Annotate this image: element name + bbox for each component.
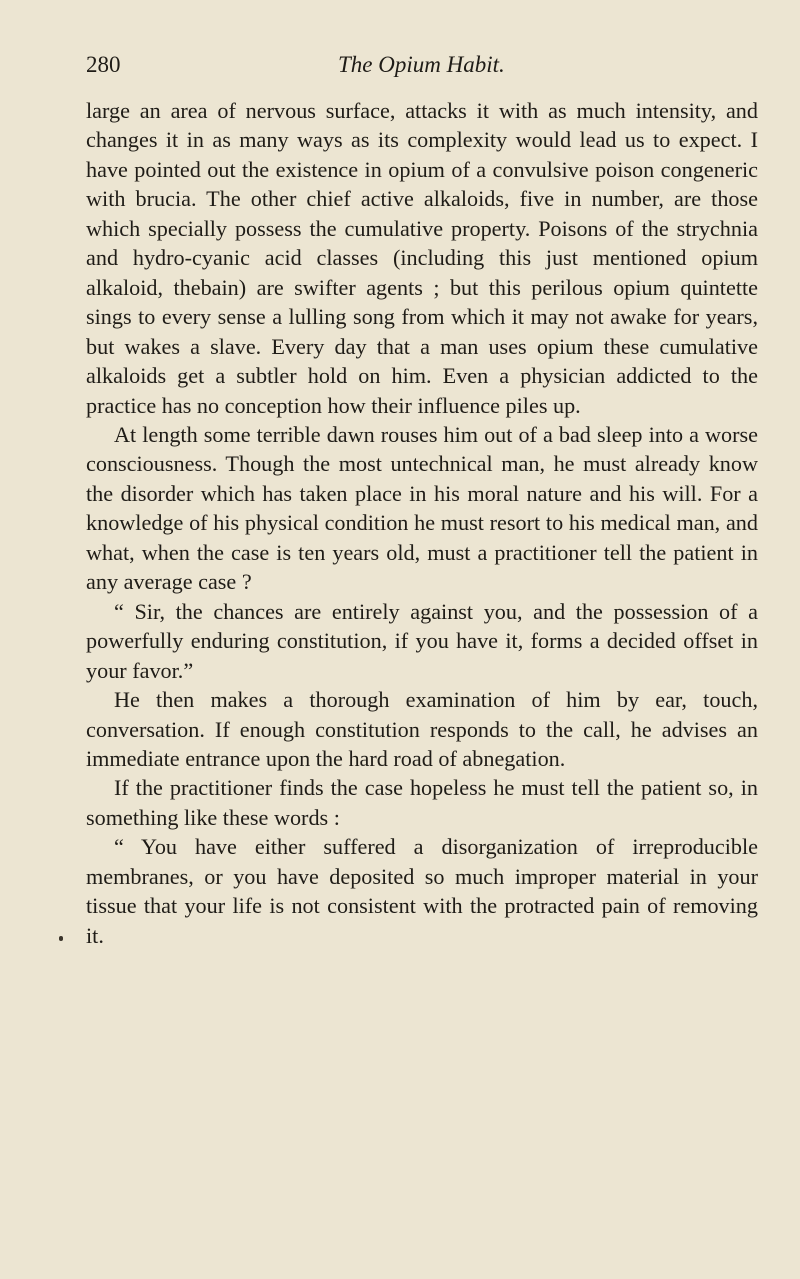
running-head [86, 48, 756, 82]
body-text [86, 96, 758, 950]
book-title: The Opium Habit. [338, 52, 505, 77]
page-number: 280 [86, 52, 121, 77]
paragraph: “ Sir, the chances are entirely against you, and the possession of a powerfully enduring constitution, if you have it, forms a decided offset in your favor.” [86, 598, 758, 683]
ink-speck [59, 936, 63, 941]
paragraph: If the practitioner finds the case hopeless he must tell the patient so, in something like these words : [86, 775, 758, 830]
paragraph: He then makes a thorough examination of him by ear, touch, conversation. If enough constitution responds to the call, he advises an immediate entrance upon the hard road of abnegation. [86, 687, 758, 771]
paragraph: “ You have either suffered a disorganization of irreproducible membranes, or you have deposited so much improper material in your tissue that your life is not consistent with the protracted pain of removing it. [86, 834, 758, 948]
paragraph: At length some terrible dawn rouses him out of a bad sleep into a worse consciousness. Though the most untechnical man, he must already know the disorder which has taken place in his moral nature and his will. For a knowledge of his physical condition he must resort to his medical man, and what, when the case is ten years old, must a practitioner tell the patient in any average case ? [86, 421, 758, 595]
paragraph: large an area of nervous surface, attacks it with as much intensity, and changes it in as many ways as its complexity would lead us to expect. I have pointed out the existence in opium of a convulsive poison congeneric with brucia. The other chief active alkaloids, five in number, are those which specially possess the cumulative property. Poisons of the strychnia and hydro-cyanic acid classes (including this just mentioned opium alkaloid, thebain) are swifter agents ; but this perilous opium quintette sings to every sense a lulling song from which it may not awake for years, but wakes a slave. Every day that a man uses opium these cumulative alkaloids get a subtler hold on him. Even a physician addicted to the practice has no conception how their influence piles up. [86, 98, 758, 418]
